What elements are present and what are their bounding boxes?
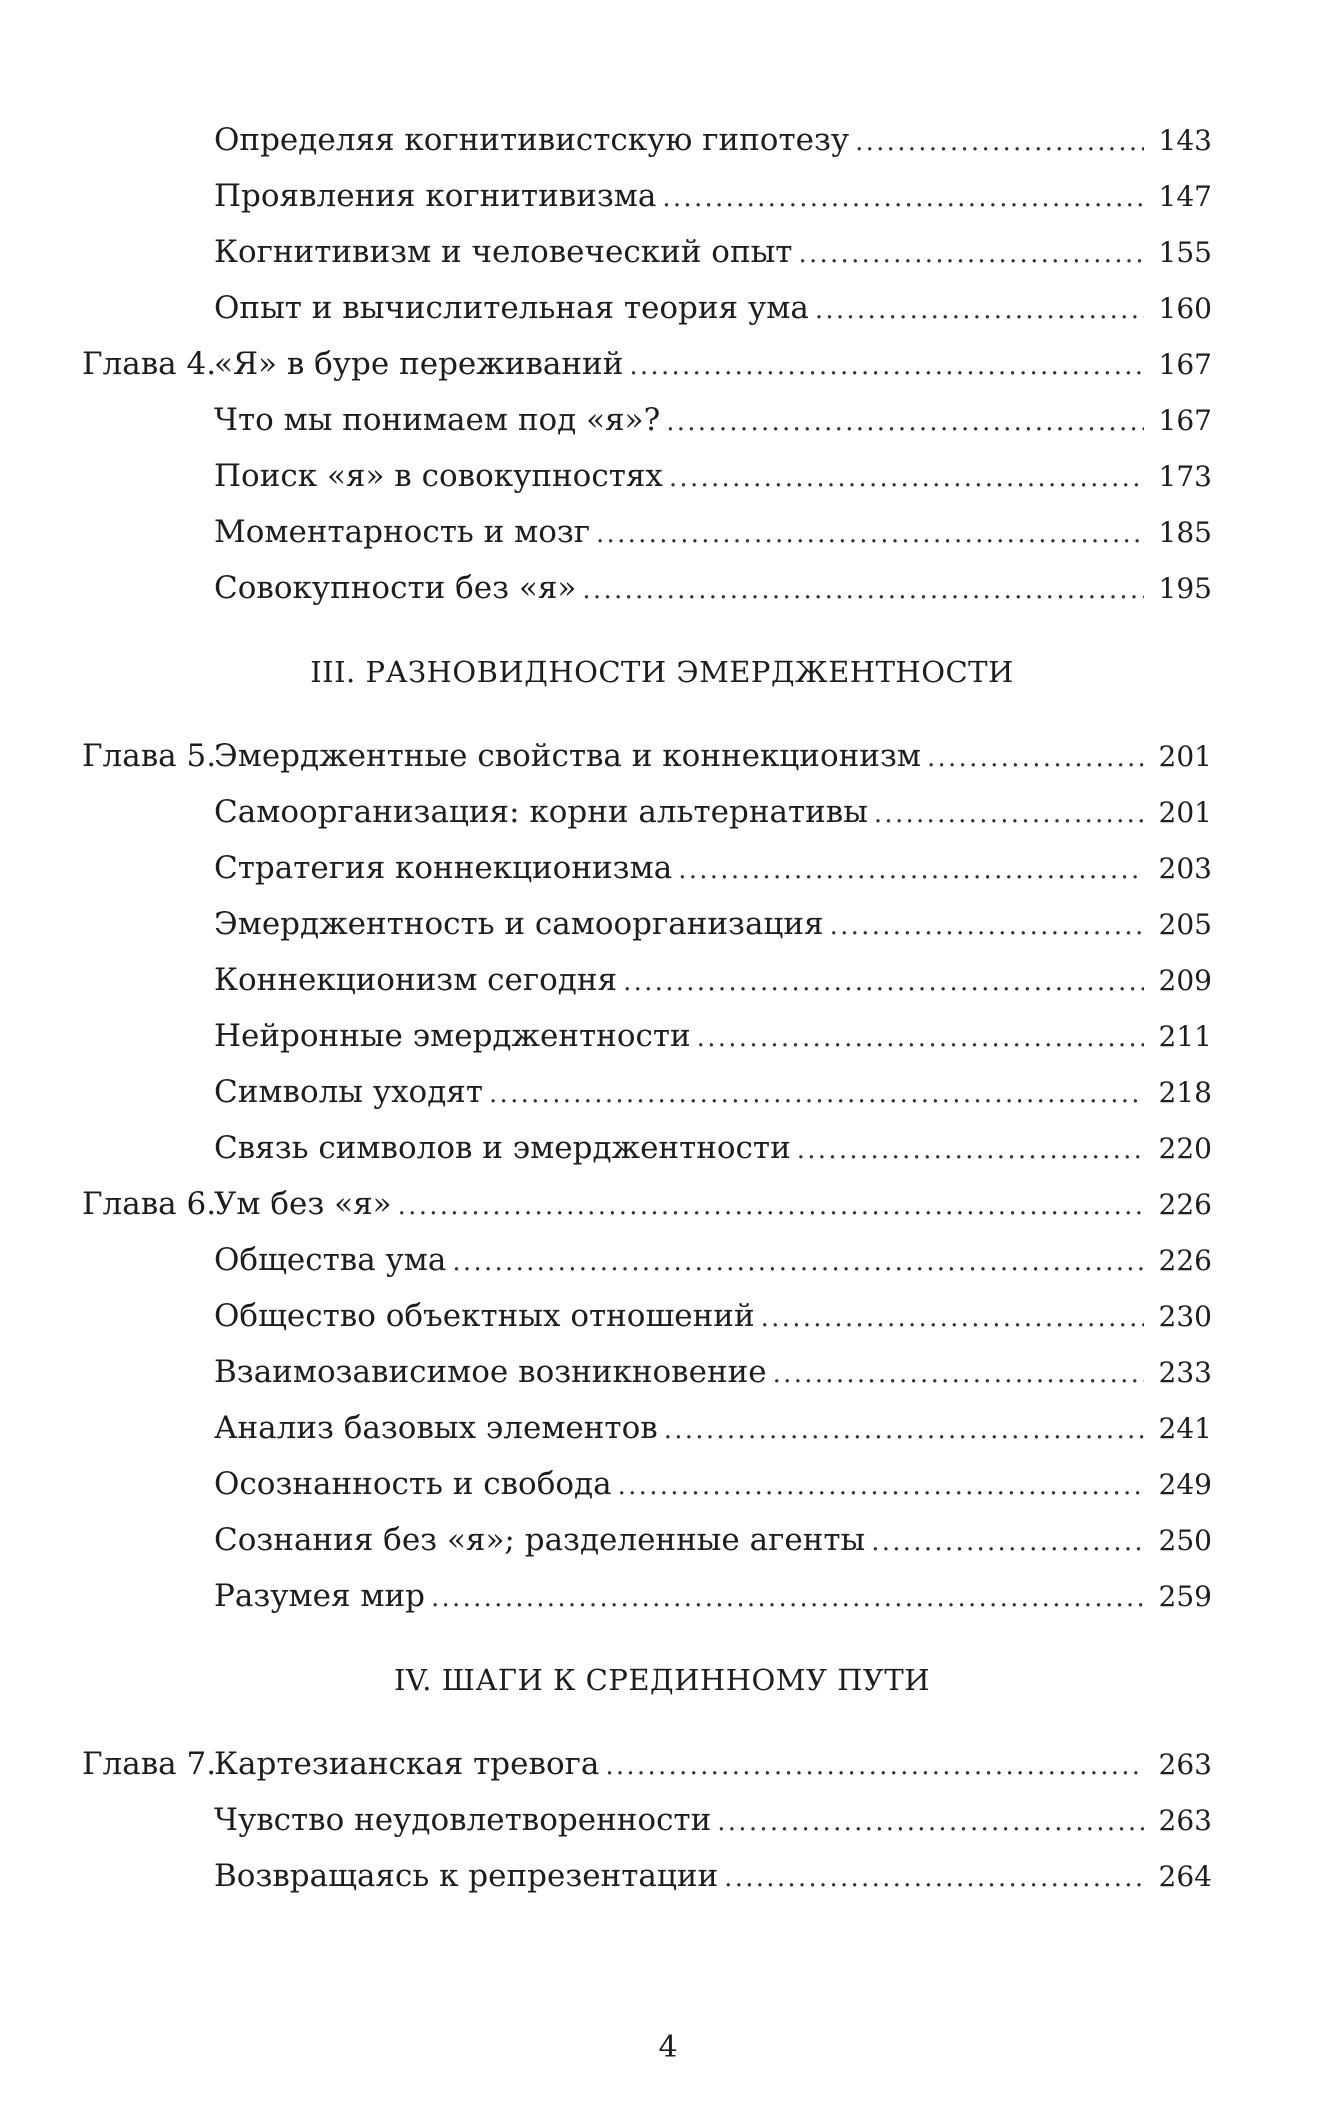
toc-section-entry (82, 1064, 1212, 1120)
dot-leader (618, 1458, 1144, 1514)
toc-chapter-entry (82, 336, 1212, 392)
entry-page-number: 201 (1158, 796, 1212, 829)
entry-page-number: 155 (1158, 236, 1212, 269)
toc-section-entry (82, 1288, 1212, 1344)
entry-page-number: 226 (1158, 1244, 1212, 1277)
entry-page-number: 195 (1158, 572, 1212, 605)
dot-leader (669, 450, 1144, 506)
entry-title: Определяя когнитивистскую гипотезу (214, 122, 850, 158)
entry-page-number: 263 (1158, 1748, 1212, 1781)
entry-page-number: 230 (1158, 1300, 1212, 1333)
dot-leader (582, 562, 1144, 618)
entry-title: Самоорганизация: корни альтернативы (214, 794, 868, 830)
table-of-contents (82, 112, 1212, 1904)
entry-title: Анализ базовых элементов (214, 1410, 658, 1446)
entry-title: Взаимозависимое возникновение (214, 1354, 767, 1390)
toc-section-entry (82, 112, 1212, 168)
chapter-label: Глава 5. (82, 738, 217, 774)
entry-title: Моментарность и мозг (214, 514, 591, 550)
entry-page-number: 226 (1158, 1188, 1212, 1221)
entry-page-number: 147 (1158, 180, 1212, 213)
entry-page-number: 250 (1158, 1524, 1212, 1557)
entry-title: Поиск «я» в совокупностях (214, 458, 663, 494)
dot-leader (797, 1122, 1144, 1178)
entry-page-number: 185 (1158, 516, 1212, 549)
entry-page-number: 209 (1158, 964, 1212, 997)
chapter-label: Глава 4. (82, 346, 217, 382)
toc-section-entry (82, 1792, 1212, 1848)
dot-leader (489, 1066, 1144, 1122)
toc-section-entry (82, 280, 1212, 336)
toc-group-2 (82, 728, 1212, 1624)
entry-page-number: 220 (1158, 1132, 1212, 1165)
dot-leader (596, 506, 1144, 562)
dot-leader (664, 1402, 1144, 1458)
entry-page-number: 241 (1158, 1412, 1212, 1445)
toc-section-entry (82, 1344, 1212, 1400)
dot-leader (697, 1010, 1144, 1066)
toc-chapter-entry (82, 1176, 1212, 1232)
entry-page-number: 143 (1158, 124, 1212, 157)
entry-page-number: 259 (1158, 1580, 1212, 1613)
toc-section-entry (82, 504, 1212, 560)
dot-leader (871, 1514, 1144, 1570)
entry-page-number: 173 (1158, 460, 1212, 493)
entry-title: Эмерджентные свойства и коннекционизм (214, 738, 921, 774)
dot-leader (724, 1850, 1144, 1906)
part-heading-4: IV. ШАГИ К СРЕДИННОМУ ПУТИ (393, 1663, 931, 1697)
page-number: 4 (658, 2030, 678, 2065)
toc-section-entry (82, 1120, 1212, 1176)
toc-chapter-entry (82, 728, 1212, 784)
dot-leader (452, 1234, 1144, 1290)
dot-leader (830, 898, 1144, 954)
entry-page-number: 211 (1158, 1020, 1212, 1053)
toc-section-entry (82, 840, 1212, 896)
entry-page-number: 263 (1158, 1804, 1212, 1837)
dot-leader (855, 114, 1144, 170)
dot-leader (629, 338, 1144, 394)
dot-leader (666, 394, 1144, 450)
entry-title: Связь символов и эмерджентности (214, 1130, 791, 1166)
entry-title: Опыт и вычислительная теория ума (214, 290, 809, 326)
toc-section-entry (82, 1848, 1212, 1904)
toc-section-entry (82, 1512, 1212, 1568)
dot-leader (874, 786, 1144, 842)
dot-leader (927, 730, 1144, 786)
entry-page-number: 160 (1158, 292, 1212, 325)
toc-chapter-entry (82, 1736, 1212, 1792)
toc-section-entry (82, 952, 1212, 1008)
entry-title: Общества ума (214, 1242, 447, 1278)
entry-page-number: 249 (1158, 1468, 1212, 1501)
toc-group-1 (82, 112, 1212, 616)
chapter-label: Глава 6. (82, 1186, 217, 1222)
dot-leader (815, 282, 1144, 338)
entry-page-number: 167 (1158, 404, 1212, 437)
entry-title: Разумея мир (214, 1578, 425, 1614)
toc-section-entry (82, 1232, 1212, 1288)
entry-title: Осознанность и свобода (214, 1466, 612, 1502)
entry-page-number: 203 (1158, 852, 1212, 885)
entry-title: Нейронные эмерджентности (214, 1018, 691, 1054)
dot-leader (798, 226, 1144, 282)
entry-title: Возвращаясь к репрезентации (214, 1858, 719, 1894)
entry-title: Когнитивизм и человеческий опыт (214, 234, 793, 270)
toc-section-entry (82, 448, 1212, 504)
entry-title: «Я» в буре переживаний (214, 346, 624, 382)
dot-leader (623, 954, 1144, 1010)
toc-section-entry (82, 168, 1212, 224)
entry-title: Что мы понимаем под «я»? (214, 402, 661, 438)
toc-section-entry (82, 896, 1212, 952)
entry-title: Сознания без «я»; разделенные агенты (214, 1522, 866, 1558)
toc-section-entry (82, 224, 1212, 280)
part-heading-3: III. РАЗНОВИДНОСТИ ЭМЕРДЖЕНТНОСТИ (310, 655, 1014, 689)
entry-page-number: 264 (1158, 1860, 1212, 1893)
toc-group-3 (82, 1736, 1212, 1904)
entry-page-number: 201 (1158, 740, 1212, 773)
entry-title: Стратегия коннекционизма (214, 850, 673, 886)
toc-section-entry (82, 784, 1212, 840)
toc-section-entry (82, 1568, 1212, 1624)
entry-page-number: 167 (1158, 348, 1212, 381)
dot-leader (761, 1290, 1144, 1346)
toc-section-entry (82, 1456, 1212, 1512)
entry-title: Коннекционизм сегодня (214, 962, 618, 998)
dot-leader (717, 1794, 1144, 1850)
entry-title: Совокупности без «я» (214, 570, 577, 606)
entry-page-number: 205 (1158, 908, 1212, 941)
dot-leader (398, 1178, 1144, 1234)
dot-leader (605, 1738, 1144, 1794)
toc-section-entry (82, 1008, 1212, 1064)
toc-section-entry (82, 392, 1212, 448)
entry-page-number: 233 (1158, 1356, 1212, 1389)
entry-title: Картезианская тревога (214, 1746, 600, 1782)
entry-title: Эмерджентность и самоорганизация (214, 906, 824, 942)
dot-leader (773, 1346, 1144, 1402)
dot-leader (431, 1570, 1144, 1626)
toc-section-entry (82, 560, 1212, 616)
entry-title: Общество объектных отношений (214, 1298, 755, 1334)
dot-leader (662, 170, 1144, 226)
entry-title: Чувство неудовлетворенности (214, 1802, 712, 1838)
entry-page-number: 218 (1158, 1076, 1212, 1109)
toc-section-entry (82, 1400, 1212, 1456)
entry-title: Символы уходят (214, 1074, 484, 1110)
chapter-label: Глава 7. (82, 1746, 217, 1782)
dot-leader (678, 842, 1144, 898)
entry-title: Ум без «я» (214, 1186, 392, 1222)
entry-title: Проявления когнитивизма (214, 178, 657, 214)
